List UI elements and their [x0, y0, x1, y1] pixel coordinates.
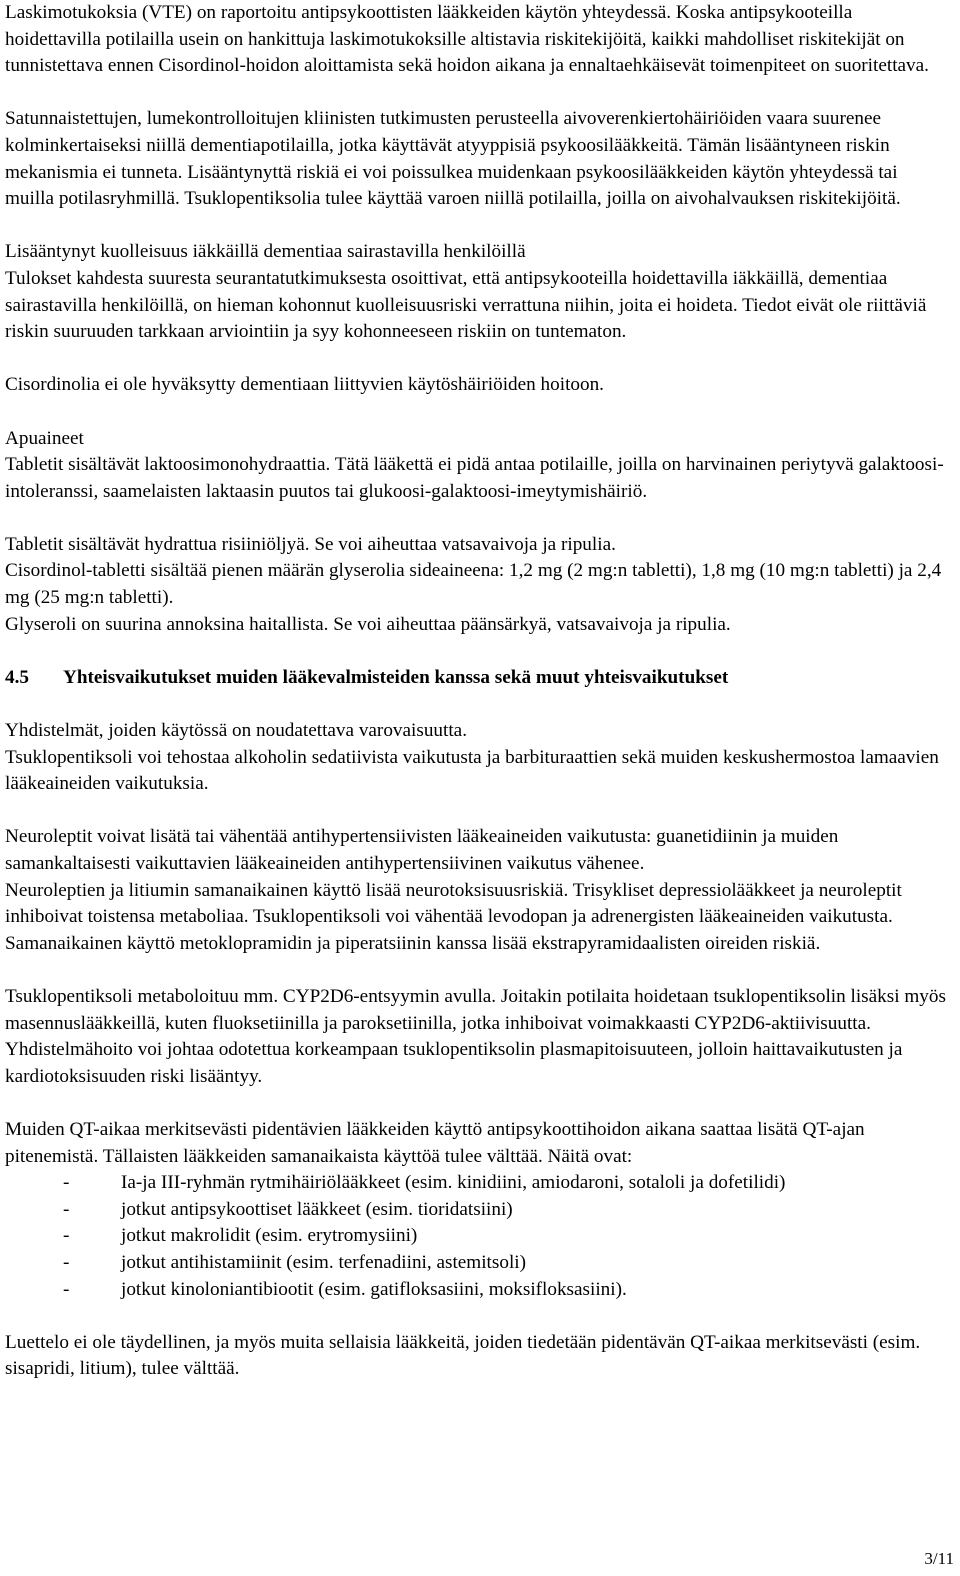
page-number: 3/11 — [924, 1549, 954, 1568]
list-item-text: jotkut antihistamiinit (esim. terfenadiini, astemitsoli) — [121, 1251, 526, 1273]
vte-paragraph: Laskimotukoksia (VTE) on raportoitu antipsykoottisten lääkkeiden käytön yhteydessä. Koska antipsykooteilla hoidettavilla potilailla usein on hankittuja laskimotukoksille altistavia riskitekijöitä, kaikki mahdolliset riskitekijät on tunnistettava ennen Cisordinol-hoidon aloittamista sekä hoidon aikana ja ennaltaehkäisevät toimenpiteet on suoritettava. — [5, 2, 929, 77]
qt-paragraph: Muiden QT-aikaa merkitsevästi pidentävien lääkkeiden käyttö antipsykoottihoidon aikana saattaa lisätä QT-ajan pitenemistä. Tällaisten lääkkeiden samanaikaista käyttöä tulee välttää. Näitä ovat: — [5, 1118, 865, 1167]
glycerol-paragraph: Cisordinol-tabletti sisältää pienen määrän glyserolia sideaineena: 1,2 mg (2 mg:n tabletti), 1,8 mg (10 mg:n tabletti) ja 2,4 mg (25 mg:n tabletti). — [5, 560, 942, 609]
glycerol-warning-paragraph: Glyseroli on suurina annoksina haitallista. Se voi aiheuttaa päänsärkyä, vatsavaivoja ja ripulia. — [5, 613, 731, 635]
list-item — [5, 1250, 950, 1277]
list-dash: - — [63, 1225, 70, 1247]
list-dash: - — [63, 1198, 70, 1220]
sedation-paragraph: Tsuklopentiksoli voi tehostaa alkoholin sedatiivista vaikutusta ja barbituraattien sekä muiden keskushermostoa lamaavien lääkeaineiden vaikutuksia. — [5, 746, 939, 795]
section-title: Yhteisvaikutukset muiden lääkevalmisteiden kanssa sekä muut yhteisvaikutukset — [63, 666, 729, 688]
lactose-paragraph: Tabletit sisältävät laktoosimonohydraattia. Tätä lääkettä ei pidä antaa potilaille, joilla on harvinainen periytyvä galaktoosi-intoleranssi, saamelaisten laktaasin puutos tai glukoosi-galaktoosi-imeytymishäiriö. — [5, 454, 944, 502]
caution-paragraph: Yhdistelmät, joiden käytössä on noudatettava varovaisuutta. — [5, 720, 467, 742]
qt-drug-list — [5, 1170, 950, 1303]
list-item — [5, 1197, 950, 1224]
list-item — [5, 1223, 950, 1250]
lithium-paragraph: Neuroleptien ja litiumin samanaikainen käyttö lisää neurotoksisuusriskiä. Trisykliset depressiolääkkeet ja neuroleptit inhiboivat toistensa metaboliaa. Tsuklopentiksoli voi vähentää levodopan ja adrenergisten lääkeaineiden vaikutusta. Samanaikainen käyttö metoklopramidin ja piperatsiinin kanssa lisää ekstrapyramidaalisten oireiden riskiä. — [5, 879, 902, 954]
list-item — [5, 1170, 950, 1197]
castor-oil-paragraph: Tabletit sisältävät hydrattua risiiniöljyä. Se voi aiheuttaa vatsavaivoja ja ripulia. — [5, 533, 616, 555]
section-number: 4.5 — [5, 666, 29, 688]
mortality-paragraph: Tulokset kahdesta suuresta seurantatutkimuksesta osoittivat, että antipsykooteilla hoidettavilla iäkkäillä, dementiaa sairastavilla henkilöillä, on hieman kohonnut kuolleisuusriski verrattuna niihin, joita ei hoideta. Tiedot eivät ole riittäviä riskin suuruuden tarkkaan arviointiin ja syy kohonneeseen riskiin on tuntematon. — [5, 267, 927, 343]
mortality-title: Lisääntynyt kuolleisuus iäkkäillä dementiaa sairastavilla henkilöillä — [5, 241, 526, 263]
list-dash: - — [63, 1172, 70, 1194]
list-item-text: Ia-ja III-ryhmän rytmihäiriölääkkeet (esim. kinidiini, amiodaroni, sotaloli ja dofetilidi) — [121, 1172, 786, 1194]
document-page — [5, 0, 950, 1383]
list-item-text: jotkut makrolidit (esim. erytromysiini) — [121, 1225, 418, 1247]
antihypertensive-paragraph: Neuroleptit voivat lisätä tai vähentää antihypertensiivisten lääkeaineiden vaikutusta: guanetidiinin ja muiden samankaltaisesti vaikuttavien lääkeaineiden antihypertensiivinen vaikutus vähenee. — [5, 826, 839, 874]
section-heading — [5, 665, 950, 692]
list-item-text: jotkut antipsykoottiset lääkkeet (esim. tioridatsiini) — [121, 1198, 513, 1220]
dementia-approval-paragraph: Cisordinolia ei ole hyväksytty dementiaan liittyvien käytöshäiriöiden hoitoon. — [5, 374, 604, 396]
list-item — [5, 1277, 950, 1304]
list-dash: - — [63, 1278, 70, 1300]
list-dash: - — [63, 1251, 70, 1273]
excipients-title: Apuaineet — [5, 427, 84, 449]
stroke-risk-paragraph: Satunnaistettujen, lumekontrolloitujen kliinisten tutkimusten perusteella aivoverenkiertohäiriöiden vaara suurenee kolminkertaiseksi niillä dementiapotilailla, jotka käyttävät atyyppisiä psykoosilääkkeitä. Tämän lisääntyneen riskin mekanismia ei tunneta. Lisääntynyttä riskiä ei voi poissulkea muidenkaan psykoosilääkkeiden käytön yhteydessä tai muilla potilasryhmillä. Tsuklopentiksolia tulee käyttää varoen niillä potilailla, joilla on aivohalvauksen riskitekijöitä. — [5, 108, 901, 210]
cyp2d6-paragraph: Tsuklopentiksoli metaboloituu mm. CYP2D6-entsyymin avulla. Joitakin potilaita hoidetaan tsuklopentiksolin lisäksi myös masennuslääkkeillä, kuten fluoksetiinilla ja paroksetiinilla, jotka inhiboivat voimakkaasti CYP2D6-aktiivisuutta. Yhdistelmähoito voi johtaa odotettua korkeampaan tsuklopentiksolin plasmapitoisuuteen, jolloin haittavaikutusten ja kardiotoksisuuden riski lisääntyy. — [5, 985, 946, 1087]
list-item-text: jotkut kinoloniantibiootit (esim. gatifloksasiini, moksifloksasiini). — [121, 1278, 627, 1300]
list-incomplete-paragraph: Luettelo ei ole täydellinen, ja myös muita sellaisia lääkkeitä, joiden tiedetään pidentävän QT-aikaa merkitsevästi (esim. sisapridi, litium), tulee välttää. — [5, 1331, 921, 1380]
